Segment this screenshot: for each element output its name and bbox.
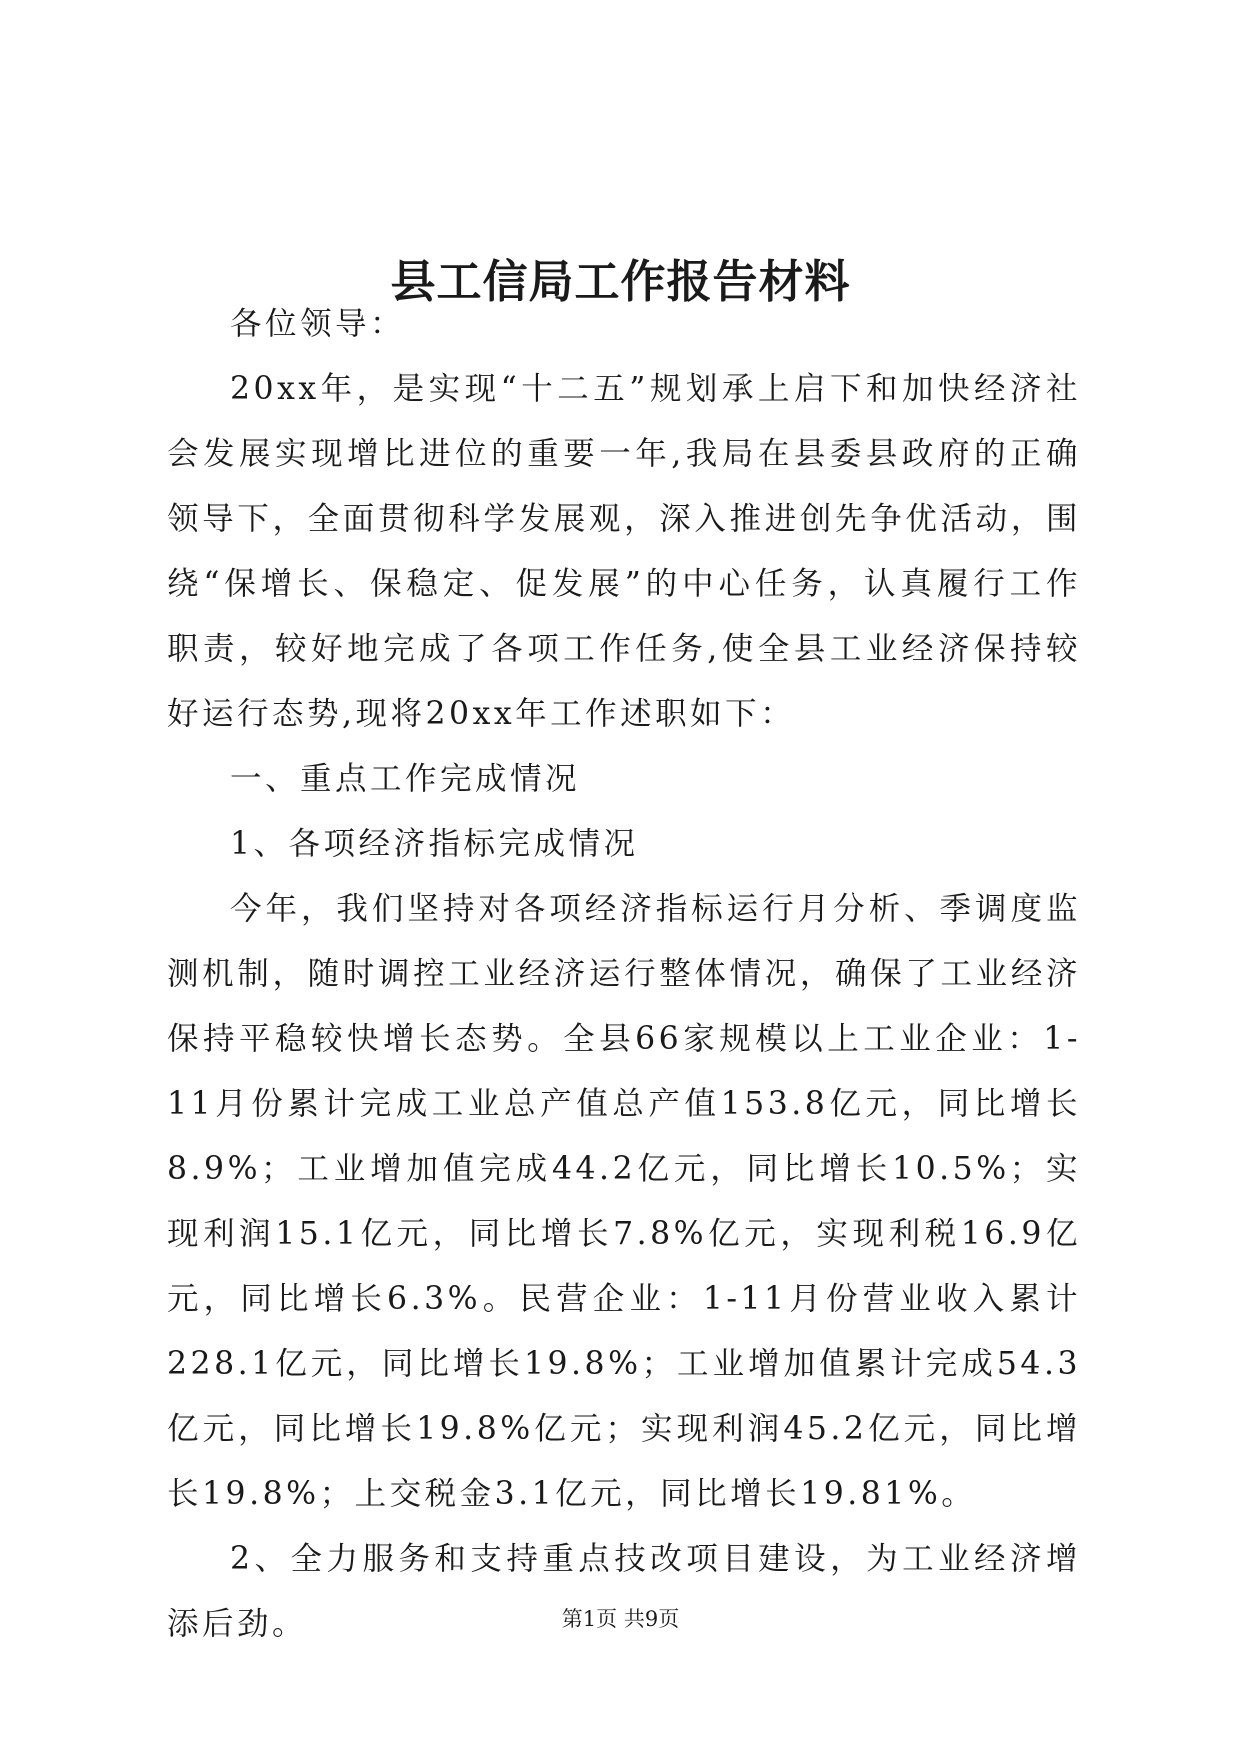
- subsection-heading: 2、全力服务和支持重点技改项目建设，为工业经济增添后劲。: [167, 1541, 1081, 1642]
- salutation-paragraph: 各位领导：: [230, 306, 406, 342]
- document-body: [167, 292, 1081, 1657]
- intro-paragraph: 20xx年，是实现“十二五”规划承上启下和加快经济社会发展实现增比进位的重要一年,我局在县委县政府的正确领导下，全面贯彻科学发展观，深入推进创先争优活动，围绕“保增长、保稳定、促发展”的中心任务，认真履行工作职责，较好地完成了各项工作任务,使全县工业经济保持较好运行态势,现将20xx年工作述职如下：: [167, 371, 1081, 732]
- subsection-heading: 1、各项经济指标完成情况: [230, 826, 639, 862]
- section-heading: 一、重点工作完成情况: [230, 761, 581, 797]
- indicators-paragraph: 今年，我们坚持对各项经济指标运行月分析、季调度监测机制，随时调控工业经济运行整体情况，确保了工业经济保持平稳较快增长态势。全县66家规模以上工业企业：1-11月份累计完成工业总产值总产值153.8亿元，同比增长8.9%；工业增加值完成44.2亿元，同比增长10.5%；实现利润15.1亿元，同比增长7.8%亿元，实现利税16.9亿元，同比增长6.3%。民营企业：1-11月份营业收入累计228.1亿元，同比增长19.8%；工业增加值累计完成54.3亿元，同比增长19.8%亿元；实现利润45.2亿元，同比增长19.8%；上交税金3.1亿元，同比增长19.81%。: [167, 891, 1081, 1512]
- page-number-footer: 第1页 共9页: [561, 1607, 680, 1631]
- document-title: 县工信局工作报告材料: [390, 255, 851, 309]
